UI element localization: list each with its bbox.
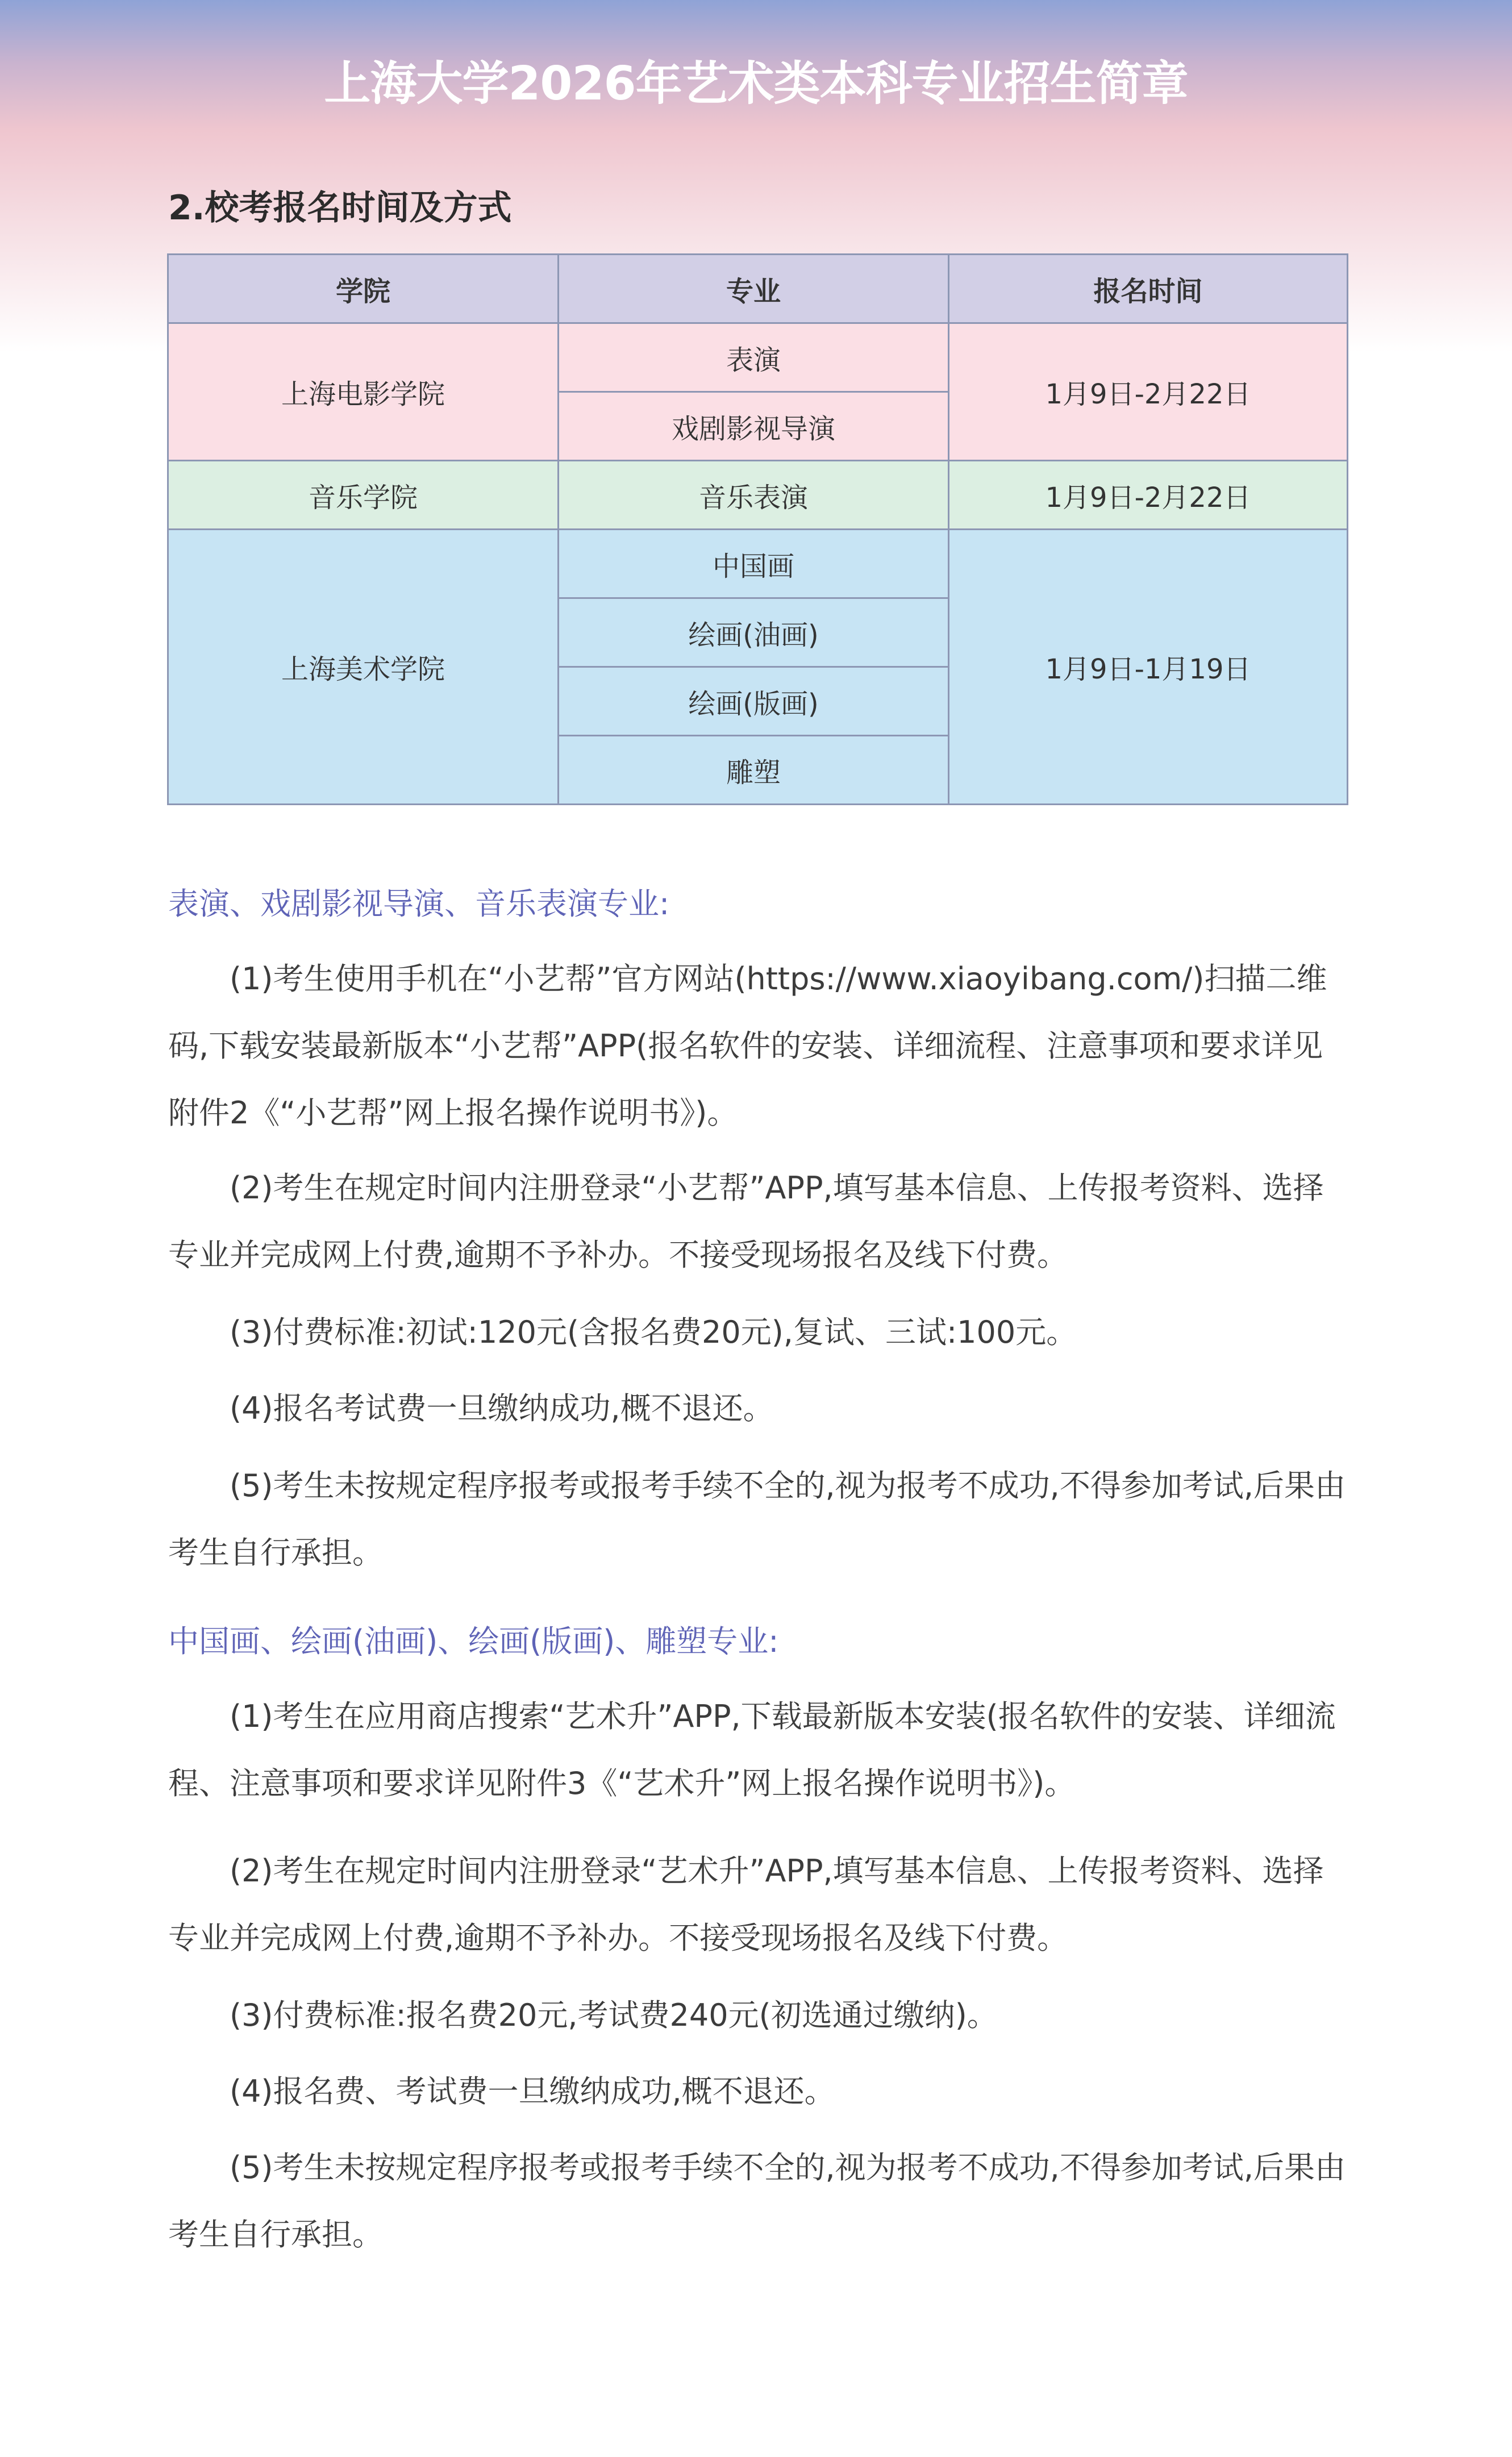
section-b-item-5: (5)考生未按规定程序报考或报考手续不全的,视为报考不成功,不得参加考试,后果由考生自行承担。 (168, 2150, 1346, 2252)
time-cell: 1月9日-2月22日 (949, 461, 1348, 530)
registration-schedule-table (167, 253, 1348, 805)
time-cell: 1月9日-1月19日 (949, 530, 1348, 805)
section-a-item-1: (1)考生使用手机在“小艺帮”官方网站(https://www.xiaoyibang.com/)扫描二维码,下载安装最新版本“小艺帮”APP(报名软件的安装、详细流程、注意事项和要求详见附件2《“小艺帮”网上报名操作说明书》)。 (168, 961, 1327, 1131)
table-header-row (168, 255, 1348, 323)
section-a-item-2: (2)考生在规定时间内注册登录“小艺帮”APP,填写基本信息、上传报考资料、选择专业并完成网上付费,逾期不予补办。不接受现场报名及线下付费。 (168, 1170, 1324, 1273)
table-row (168, 323, 1348, 392)
section-b-item-1: (1)考生在应用商店搜索“艺术升”APP,下载最新版本安装(报名软件的安装、详细流程、注意事项和要求详见附件3《“艺术升”网上报名操作说明书》)。 (168, 1698, 1336, 1801)
section-b-item-4: (4)报名费、考试费一旦缴纳成功,概不退还。 (230, 2073, 835, 2109)
major-cell: 音乐表演 (559, 461, 949, 530)
section-a-item-3: (3)付费标准:初试:120元(含报名费20元),复试、三试:100元。 (230, 1314, 1077, 1350)
section-b-item-2: (2)考生在规定时间内注册登录“艺术升”APP,填写基本信息、上传报考资料、选择专业并完成网上付费,逾期不予补办。不接受现场报名及线下付费。 (168, 1853, 1324, 1956)
college-cell: 上海电影学院 (168, 323, 559, 461)
table-row (168, 461, 1348, 530)
header-time: 报名时间 (949, 255, 1348, 323)
document-title: 上海大学2026年艺术类本科专业招生简章 (324, 57, 1188, 111)
header-college: 学院 (168, 255, 559, 323)
table-row (168, 530, 1348, 598)
major-cell: 表演 (559, 323, 949, 392)
header-major: 专业 (559, 255, 949, 323)
major-cell: 戏剧影视导演 (559, 392, 949, 461)
college-cell: 上海美术学院 (168, 530, 559, 805)
section-b-item-3: (3)付费标准:报名费20元,考试费240元(初选通过缴纳)。 (230, 1997, 998, 2033)
section-a-item-4: (4)报名考试费一旦缴纳成功,概不退还。 (230, 1390, 774, 1426)
time-cell: 1月9日-2月22日 (949, 323, 1348, 461)
section-a-heading: 表演、戏剧影视导演、音乐表演专业: (168, 886, 670, 922)
college-cell: 音乐学院 (168, 461, 559, 530)
major-cell: 雕塑 (559, 736, 949, 805)
major-cell: 绘画(版画) (559, 667, 949, 736)
section-a-item-5: (5)考生未按规定程序报考或报考手续不全的,视为报考不成功,不得参加考试,后果由考生自行承担。 (168, 1468, 1346, 1571)
major-cell: 绘画(油画) (559, 598, 949, 667)
major-cell: 中国画 (559, 530, 949, 598)
section-b-heading: 中国画、绘画(油画)、绘画(版画)、雕塑专业: (168, 1623, 779, 1659)
section-title: 2.校考报名时间及方式 (168, 188, 512, 228)
